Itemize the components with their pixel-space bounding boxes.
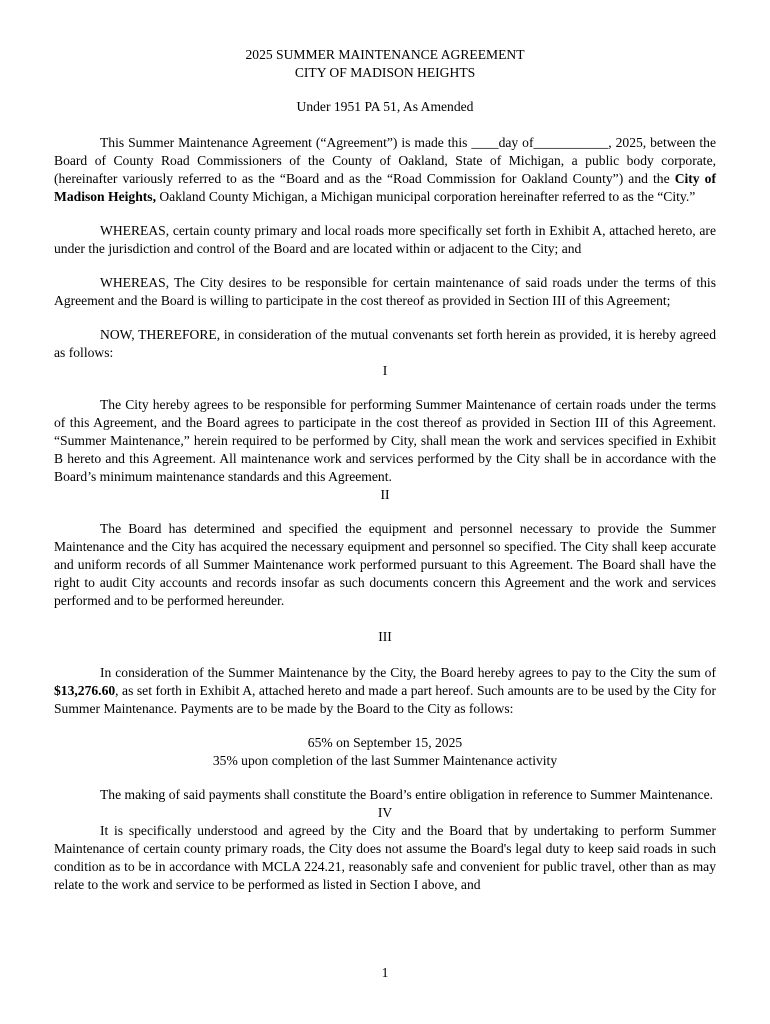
section-3-text bbox=[54, 664, 716, 718]
section-heading-4: IV bbox=[377, 805, 393, 820]
section-2-text: The Board has determined and specified the equipment and personnel necessary to provide the Summer Maintenance and the City has acquired the necessary equipment and personnel so specified. The City shall keep accurate and uniform records of all Summer Maintenance work performed pursuant to this Agreement. The Board shall have the right to audit City accounts and records insofar as such documents concern this Agreement and the work and services performed and to be performed hereunder. bbox=[54, 521, 716, 608]
payment-amount: $13,276.60 bbox=[54, 683, 116, 698]
section-1-text: The City hereby agrees to be responsible for performing Summer Maintenance of certain roads under the terms of this Agreement, and the Board agrees to participate in the cost thereof as provided in Section III of this Agreement. “Summer Maintenance,” herein required to be performed by City, shall mean the work and services specified in Exhibit B hereto and this Agreement. All maintenance work and services performed by the City shall be in accordance with the Board’s minimum maintenance standards and this Agreement. bbox=[54, 397, 716, 484]
city-name-bold: City of Madison Heights, bbox=[54, 171, 716, 204]
document-title: 2025 SUMMER MAINTENANCE AGREEMENT bbox=[245, 47, 525, 62]
section-heading-3: III bbox=[378, 629, 392, 644]
whereas-paragraph-2: WHEREAS, The City desires to be responsible for certain maintenance of said roads under the terms of this Agreement and the Board is willing to participate in the cost thereof as provided in Section III of this Agreement; bbox=[54, 275, 716, 308]
statute-reference: Under 1951 PA 51, As Amended bbox=[296, 99, 474, 114]
section-3-closing: The making of said payments shall constitute the Board’s entire obligation in reference to Summer Maintenance. bbox=[100, 787, 714, 802]
intro-paragraph bbox=[54, 134, 716, 206]
document-subtitle-city: CITY OF MADISON HEIGHTS bbox=[294, 65, 476, 80]
payment-schedule-1: 65% on September 15, 2025 bbox=[307, 735, 463, 750]
section-heading-1: I bbox=[382, 363, 388, 378]
section-3-text-a: In consideration of the Summer Maintenance by the City, the Board hereby agrees to pay to the City the sum of bbox=[100, 665, 716, 680]
now-therefore-paragraph: NOW, THEREFORE, in consideration of the mutual convenants set forth herein as provided, it is hereby agreed as follows: bbox=[54, 327, 716, 360]
intro-text-a: This Summer Maintenance Agreement (“Agreement”) is made this ____day of___________, 2025, between the Board of County Road Commissioners of the County of Oakland, State of Michigan, a public body corporate, (hereinafter variously referred to as the “Board and as the “Road Commission for Oakland County”) and the bbox=[54, 135, 716, 186]
document-page bbox=[54, 46, 716, 894]
intro-text-c: Oakland County Michigan, a Michigan municipal corporation hereinafter referred to as the “City.” bbox=[155, 189, 696, 204]
whereas-paragraph-1: WHEREAS, certain county primary and local roads more specifically set forth in Exhibit A, attached hereto, are under the jurisdiction and control of the Board and are located within or adjacent to the City; and bbox=[54, 223, 716, 256]
payment-schedule-2: 35% upon completion of the last Summer Maintenance activity bbox=[212, 753, 558, 768]
section-3-text-b: , as set forth in Exhibit A, attached hereto and made a part hereof. Such amounts are to be used by the City for Summer Maintenance. Payments are to be made by the Board to the City as follows: bbox=[54, 683, 716, 716]
section-heading-2: II bbox=[380, 487, 390, 502]
section-4-text: It is specifically understood and agreed by the City and the Board that by undertaking to perform Summer Maintenance of certain county primary roads, the City does not assume the Board's legal duty to keep said roads in such condition as to be in accordance with MCLA 224.21, reasonably safe and convenient for public travel, other than as may relate to the work and service to be performed as listed in Section I above, and bbox=[54, 823, 716, 892]
page-number: 1 bbox=[381, 965, 389, 980]
